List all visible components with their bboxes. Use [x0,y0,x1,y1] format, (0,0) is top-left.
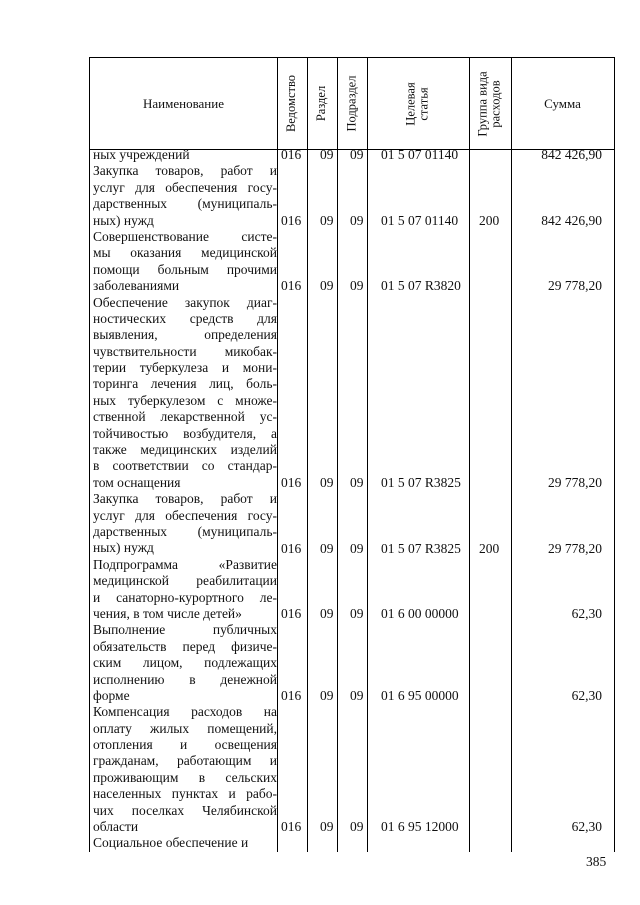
column-divider [511,58,512,852]
name-line: Компенсация расходов на [93,704,277,720]
name-line: чения, в том числе детей» [93,605,242,621]
name-line: и санаторно-курортного ле- [93,589,277,605]
name-line: форме [93,687,130,703]
cell-dept: 016 [281,212,302,228]
header-group [469,58,511,149]
header-group-text [477,71,503,136]
name-line: ственной лекарственной ус- [93,409,277,425]
column-divider [469,58,470,852]
name-line: ных туберкулезом с множе- [93,392,277,408]
cell-target: 01 5 07 R3825 [381,540,461,556]
header-group-line1: Группа вида [476,70,491,137]
cell-sum: 29 778,20 [548,475,602,490]
cell-dept: 016 [281,540,302,556]
name-line: мы оказания медицинской [93,245,277,261]
cell-group: 200 [479,540,500,556]
name-line: исполнению в денежной [93,671,277,687]
cell-group: 200 [479,212,500,228]
column-divider [307,58,308,852]
name-line: также медицинских изделий [93,442,277,458]
cell-sub: 09 [350,212,364,228]
cell-sec: 09 [320,819,334,835]
cell-target: 01 5 07 01140 [381,147,459,162]
name-line: Закупка товаров, работ и [93,491,277,507]
name-line: области [93,819,139,835]
name-line: дарственных (муниципаль- [93,196,277,212]
name-line: медицинской реабилитации [93,573,277,589]
header-subsection-text: Подраздел [344,75,359,132]
name-line: гражданам, работающим и [93,753,277,769]
header-target-text [405,82,431,125]
cell-dept: 016 [281,475,302,490]
name-line: ных учреждений [93,147,190,162]
header-name-text: Наименование [143,95,224,111]
cell-target: 01 5 07 R3820 [381,278,461,294]
name-line: отопления и освещения [93,737,277,753]
cell-sum: 842 426,90 [541,212,602,228]
name-line: Социальное обеспечение и [93,835,249,851]
cell-sub: 09 [350,278,364,294]
cell-dept: 016 [281,819,302,835]
name-line: Совершенствование систе- [93,228,277,244]
cell-target: 01 6 00 00000 [381,606,459,622]
cell-sec: 09 [320,147,334,162]
name-line: обязательств перед физиче- [93,638,277,654]
name-line: Выполнение публичных [93,622,277,638]
header-target-line2: статья [417,86,431,121]
name-line: ных) нужд [93,212,154,228]
header-target-line1: Целевая [404,81,418,126]
header-subsection [337,58,367,149]
cell-dept: 016 [281,688,302,704]
name-line: оплату жилых помещений, [93,720,277,736]
header-sum-text: Сумма [544,95,581,111]
cell-sub: 09 [350,688,364,704]
name-line: заболеваниями [93,278,180,294]
name-line: ностических средств для [93,310,277,326]
name-line: тойчивостью возбудителя, а [93,425,277,441]
name-line: Закупка товаров, работ и [93,163,277,179]
cell-sum: 62,30 [571,606,602,622]
name-line: чих поселках Челябинской [93,802,277,818]
name-line: помощи больным прочими [93,261,277,277]
header-department-text: Ведомство [284,74,299,133]
name-line: чувствительности микобак- [93,343,277,359]
cell-target: 01 5 07 01140 [381,212,459,228]
cell-sec: 09 [320,475,334,490]
name-line: дарственных (муниципаль- [93,523,277,539]
name-line: услуг для обеспечения госу- [93,507,277,523]
column-divider [277,58,278,852]
column-divider [367,58,368,852]
cell-sub: 09 [350,475,364,490]
cell-sec: 09 [320,688,334,704]
cell-target: 01 6 95 12000 [381,819,459,835]
cell-sum: 842 426,90 [541,147,602,162]
name-line: услуг для обеспечения госу- [93,179,277,195]
name-line: населенных пунктах и рабо- [93,786,277,802]
header-sum [511,58,614,149]
cell-sec: 09 [320,606,334,622]
name-line: торинга лечения лиц, боль- [93,376,277,392]
cell-sec: 09 [320,540,334,556]
name-line: Подпрограмма «Развитие [93,556,277,572]
cell-sum: 29 778,20 [548,540,602,556]
cell-dept: 016 [281,278,302,294]
header-section-text: Раздел [314,85,329,122]
cell-target: 01 5 07 R3825 [381,475,461,490]
cell-sub: 09 [350,540,364,556]
name-line: терии туберкулеза и мони- [93,360,277,376]
cell-sub: 09 [350,147,364,162]
name-line: Обеспечение закупок диаг- [93,294,277,310]
name-line: в соответствии со стандар- [93,458,277,474]
cell-sum: 62,30 [571,819,602,835]
cell-sec: 09 [320,278,334,294]
cell-sub: 09 [350,819,364,835]
cell-sum: 29 778,20 [548,278,602,294]
header-department [277,58,307,149]
cell-dept: 016 [281,147,302,162]
cell-target: 01 6 95 00000 [381,688,459,704]
page-number: 385 [586,854,607,869]
cell-sub: 09 [350,606,364,622]
name-line: ским лицом, подлежащих [93,655,277,671]
column-divider [337,58,338,852]
name-line: проживающим в сельских [93,769,277,785]
cell-sum: 62,30 [571,688,602,704]
header-group-line2: расходов [489,79,504,128]
cell-sec: 09 [320,212,334,228]
name-line: ных) нужд [93,540,154,556]
header-target [367,58,469,149]
name-line: выявления, определения [93,327,277,343]
header-section [307,58,337,149]
header-name [90,58,277,149]
name-column [93,147,277,852]
cell-dept: 016 [281,606,302,622]
name-line: том оснащения [93,474,181,490]
